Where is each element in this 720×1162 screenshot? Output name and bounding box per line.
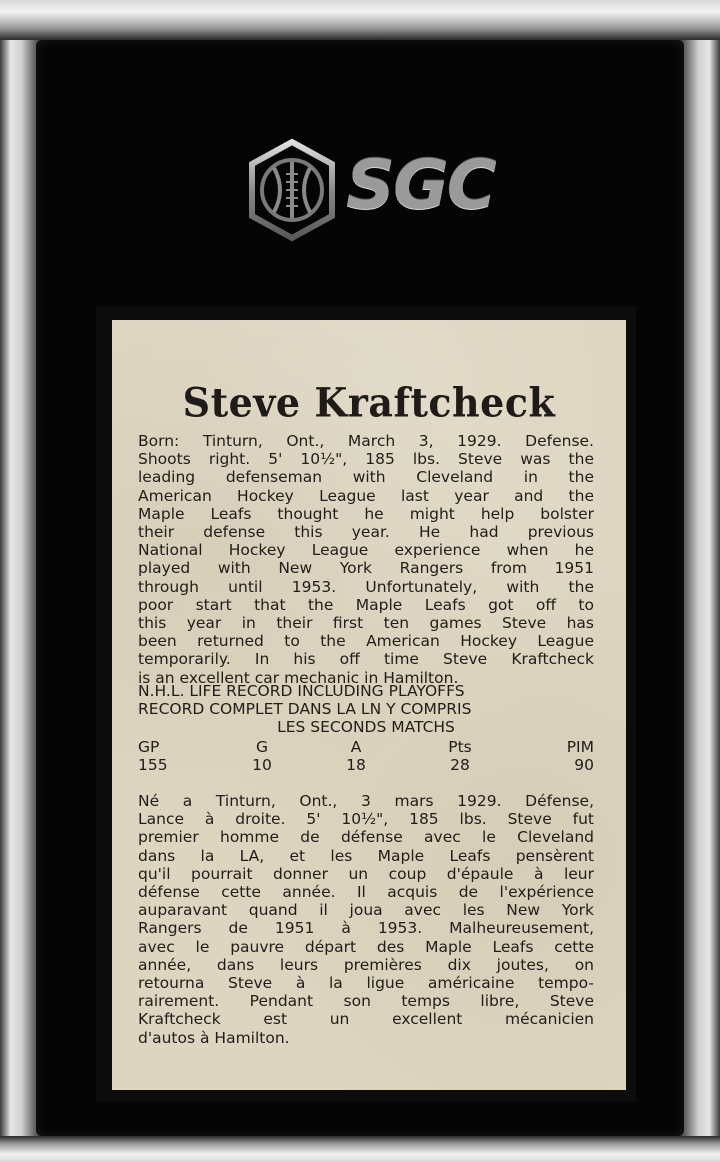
bio-en-line: poor start that the Maple Leafs got off to [138, 595, 594, 614]
bio-en-line: through until 1953. Unfortunately, with the [138, 577, 594, 596]
slab-bottom-edge [0, 1136, 720, 1162]
bio-en-line: National Hockey League experience when he [138, 541, 594, 560]
bio-fr-line: année, dans leurs premières dix joutes, on [138, 955, 594, 974]
bio-en-line: Born: Tinturn, Ont., March 3, 1929. Defense. [138, 432, 594, 450]
slab-top-edge [0, 0, 720, 40]
sgc-logo [246, 138, 494, 242]
bio-fr-line: d'autos à Hamilton. [138, 1028, 290, 1047]
bio-fr-line: qu'il pourrait donner un coup d'épaule à leur [138, 864, 594, 883]
bio-en-line: is an excellent car mechanic in Hamilton. [138, 668, 459, 687]
bio-fr-line: Rangers de 1951 à 1953. Malheureusement, [138, 919, 594, 938]
stat-value: 155 [138, 756, 168, 775]
record-line: N.H.L. LIFE RECORD INCLUDING PLAYOFFS [138, 682, 465, 700]
stat-value: 10 [252, 756, 272, 775]
bio-fr-line: Né a Tinturn, Ont., 3 mars 1929. Défense, [138, 792, 594, 810]
bio-fr-line: Kraftcheck est un excellent mécanicien [138, 1010, 594, 1029]
stat-header: PIM [566, 738, 594, 756]
trading-card-back [112, 320, 626, 1090]
bio-en-line: been returned to the American Hockey League [138, 632, 594, 651]
stats-value-row [138, 756, 594, 774]
stats-table [138, 738, 594, 774]
bio-en-line: Maple Leafs thought he might help bolster [138, 504, 594, 523]
stat-header: A [350, 738, 362, 756]
bio-fr-line: rairement. Pendant son temps libre, Steve [138, 992, 594, 1011]
bio-english [138, 432, 594, 687]
bio-fr-line: premier homme de défense avec le Cleveland [138, 828, 594, 847]
stat-value: 28 [450, 756, 470, 775]
bio-fr-line: défense cette année. Il acquis de l'expérience [138, 883, 594, 902]
record-line: RECORD COMPLET DANS LA LN Y COMPRIS [138, 700, 472, 719]
stat-value: 18 [346, 756, 366, 775]
bio-en-line: played with New York Rangers from 1951 [138, 559, 594, 578]
bio-fr-line: retourna Steve à la ligue américaine tempo- [138, 974, 594, 993]
stat-value: 90 [574, 756, 594, 775]
bio-fr-line: dans la LA, et les Maple Leafs pensèrent [138, 846, 594, 865]
bio-fr-line: auparavant quand il joua avec les New York [138, 901, 594, 920]
record-line: LES SECONDS MATCHS [277, 718, 455, 737]
stat-header: Pts [448, 738, 472, 756]
bio-fr-line: Lance à droite. 5' 10½", 185 lbs. Steve fut [138, 810, 594, 829]
bio-en-line: American Hockey League last year and the [138, 486, 594, 505]
bio-en-line: this year in their first ten games Steve has [138, 614, 594, 633]
stats-header-row [138, 738, 594, 756]
stat-header: G [255, 738, 268, 756]
bio-en-line: their defense this year. He had previous [138, 523, 594, 542]
bio-en-line: temporarily. In his off time Steve Kraftcheck [138, 650, 594, 669]
record-heading [138, 682, 594, 737]
bio-en-line: leading defenseman with Cleveland in the [138, 468, 594, 487]
bio-french [138, 792, 594, 1047]
sgc-brand-text: SGC [346, 146, 495, 225]
stat-header: GP [138, 738, 160, 756]
bio-fr-line: avec le pauvre départ des Maple Leafs cette [138, 937, 594, 956]
sgc-shield-ball-icon [246, 138, 338, 242]
player-name: Steve Kraftcheck [182, 378, 556, 427]
bio-en-line: Shoots right. 5' 10½", 185 lbs. Steve was the [138, 450, 594, 469]
